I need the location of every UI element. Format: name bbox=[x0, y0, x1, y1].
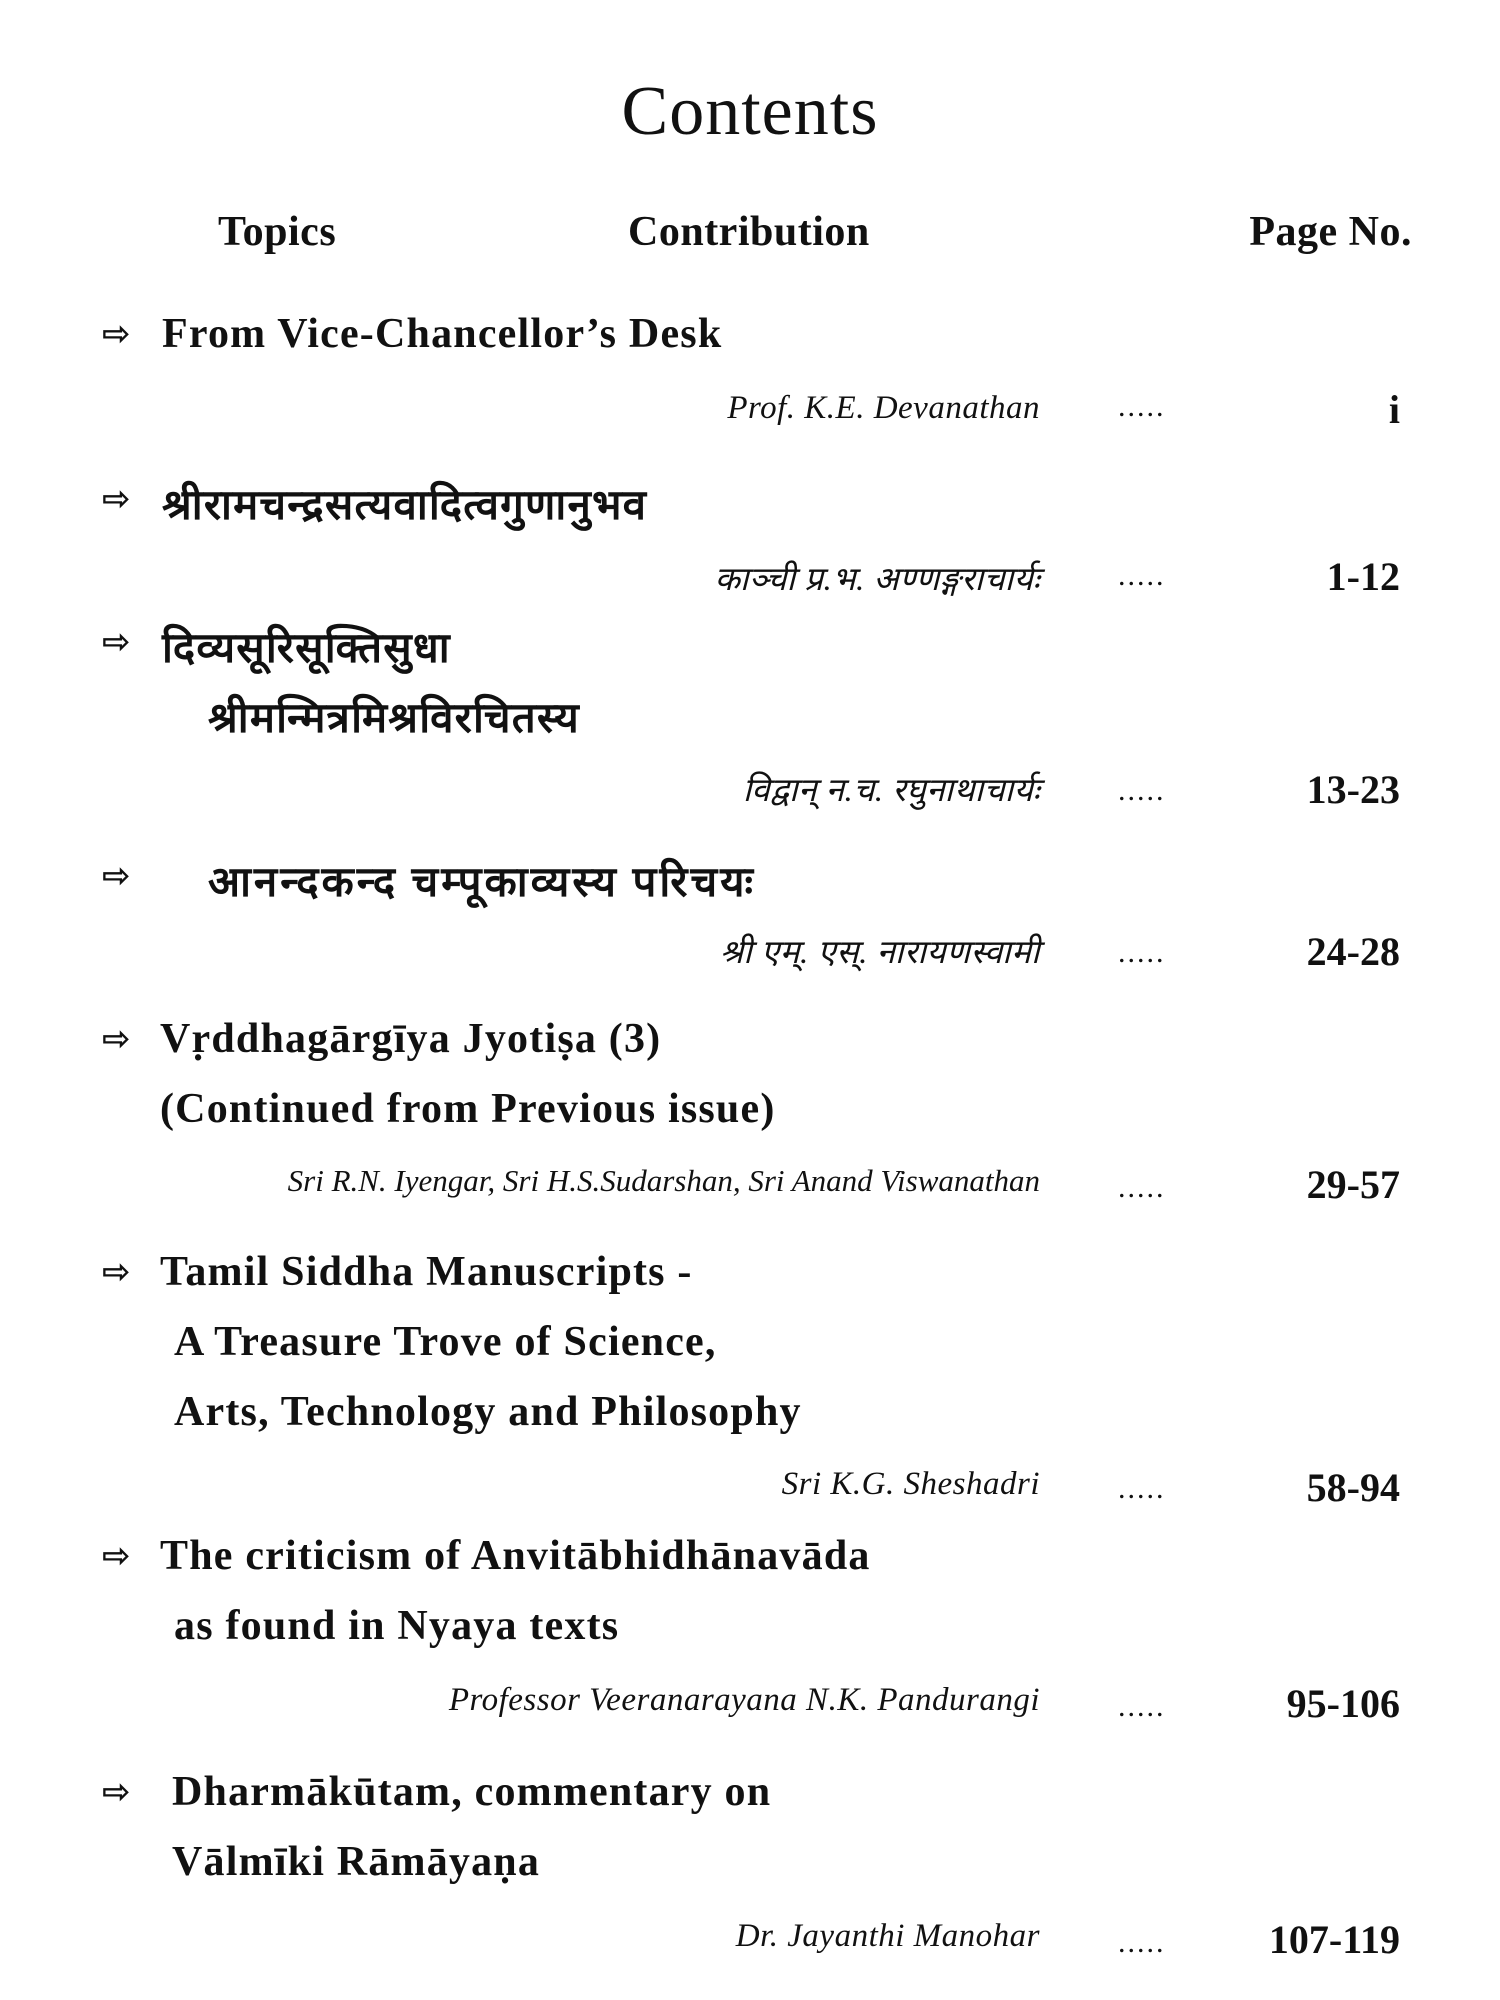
topic-line: श्रीरामचन्द्रसत्यवादित्वगुणानुभव bbox=[162, 483, 648, 529]
arrow-icon: ⇨ bbox=[102, 314, 131, 354]
topic-line: Dharmākūtam, commentary on bbox=[172, 1769, 772, 1815]
topic-line: Arts, Technology and Philosophy bbox=[174, 1389, 802, 1435]
page-range: 13-23 bbox=[1306, 767, 1400, 812]
author: काञ्ची प्र.भ. अण्णङ्गराचार्यः bbox=[714, 562, 1040, 598]
leader-dots: ..... bbox=[1118, 1690, 1166, 1723]
topic-line: The criticism of Anvitābhidhānavāda bbox=[160, 1533, 871, 1579]
topic-line: A Treasure Trove of Science, bbox=[174, 1319, 717, 1365]
leader-dots: ..... bbox=[1118, 1926, 1166, 1959]
header-contribution: Contribution bbox=[628, 209, 870, 255]
page-range: 95-106 bbox=[1286, 1681, 1400, 1726]
arrow-icon: ⇨ bbox=[102, 1252, 131, 1292]
page-range: 29-57 bbox=[1306, 1162, 1400, 1207]
topic-line: From Vice-Chancellor’s Desk bbox=[162, 311, 723, 357]
author: श्री एम्. एस्. नारायणस्वामी bbox=[719, 935, 1040, 971]
leader-dots: ..... bbox=[1118, 774, 1166, 807]
leader-dots: ..... bbox=[1118, 1472, 1166, 1505]
header-page-no: Page No. bbox=[1249, 209, 1412, 255]
arrow-icon: ⇨ bbox=[102, 1772, 131, 1812]
page-title: Contents bbox=[621, 73, 879, 150]
topic-line: Tamil Siddha Manuscripts - bbox=[160, 1249, 693, 1295]
arrow-icon: ⇨ bbox=[102, 622, 131, 662]
header-topics: Topics bbox=[218, 209, 337, 255]
leader-dots: ..... bbox=[1118, 936, 1166, 969]
topic-line: दिव्यसूरिसूक्तिसुधा bbox=[162, 626, 451, 672]
page-range: 1-12 bbox=[1326, 554, 1400, 599]
arrow-icon: ⇨ bbox=[102, 856, 131, 896]
author: Dr. Jayanthi Manohar bbox=[735, 1918, 1040, 1954]
topic-line: Vālmīki Rāmāyaṇa bbox=[172, 1839, 541, 1885]
topic-line: as found in Nyaya texts bbox=[174, 1603, 620, 1649]
author: Sri K.G. Sheshadri bbox=[781, 1466, 1040, 1502]
author: Professor Veeranarayana N.K. Pandurangi bbox=[448, 1682, 1040, 1718]
topic-line: श्रीमन्मित्रमिश्रविरचितस्य bbox=[208, 696, 580, 742]
topic-line: (Continued from Previous issue) bbox=[160, 1086, 776, 1132]
page-range: 58-94 bbox=[1306, 1465, 1400, 1510]
leader-dots: ..... bbox=[1118, 559, 1166, 592]
leader-dots: ..... bbox=[1118, 390, 1166, 423]
page-range: i bbox=[1388, 387, 1400, 432]
author: विद्वान् न.च. रघुनाथाचार्यः bbox=[742, 773, 1040, 809]
arrow-icon: ⇨ bbox=[102, 479, 131, 519]
topic-line: Vṛddhagārgīya Jyotiṣa (3) bbox=[160, 1016, 662, 1062]
leader-dots: ..... bbox=[1118, 1171, 1166, 1204]
author: Prof. K.E. Devanathan bbox=[727, 390, 1040, 426]
author: Sri R.N. Iyengar, Sri H.S.Sudarshan, Sri Anand Viswanathan bbox=[287, 1163, 1040, 1198]
topic-line: आनन्दकन्द चम्पूकाव्यस्य परिचयः bbox=[208, 860, 756, 906]
arrow-icon: ⇨ bbox=[102, 1019, 131, 1059]
arrow-icon: ⇨ bbox=[102, 1536, 131, 1576]
page-range: 24-28 bbox=[1306, 929, 1400, 974]
page-range: 107-119 bbox=[1268, 1917, 1400, 1962]
